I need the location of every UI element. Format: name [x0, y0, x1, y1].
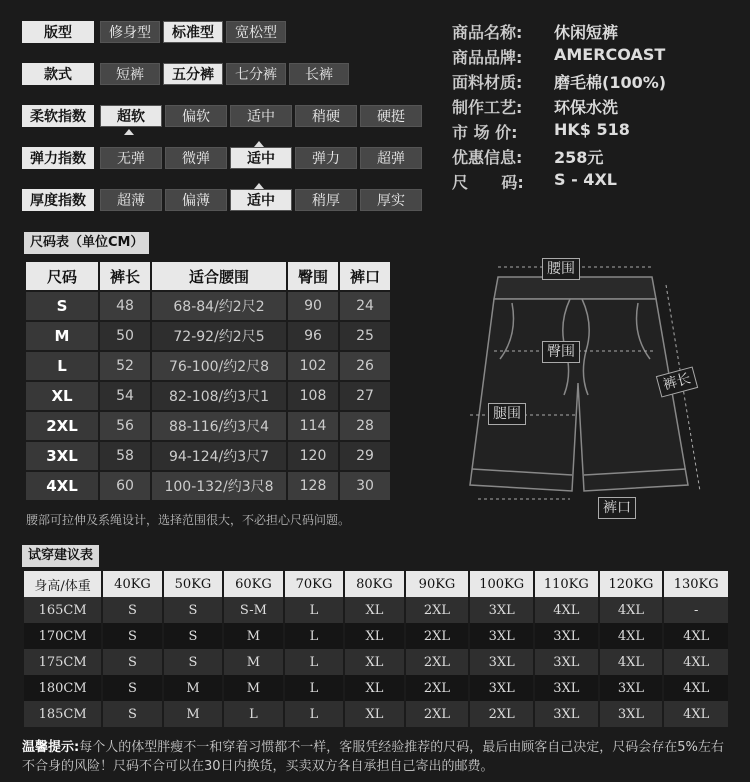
table-cell: 128	[287, 471, 339, 501]
selection-marker-icon	[254, 141, 264, 147]
attr-option: 适中	[230, 105, 292, 127]
attr-row-style	[22, 63, 349, 85]
info-value: HK$ 518	[554, 120, 630, 139]
table-cell: 4XL	[599, 649, 664, 675]
table-cell: 3XL	[599, 675, 664, 701]
table-cell: 4XL	[599, 623, 664, 649]
column-header: 裤长	[99, 261, 151, 291]
column-header: 90KG	[405, 571, 470, 597]
attr-option: 偏软	[165, 105, 227, 127]
table-row	[25, 321, 391, 351]
size-note: 腰部可拉伸及系绳设计，选择范围很大，不必担心尺码问题。	[26, 513, 351, 527]
info-market-price	[452, 120, 630, 143]
table-cell: M	[163, 701, 223, 727]
attr-option: 超薄	[100, 189, 162, 211]
height-cell: 165CM	[23, 597, 102, 623]
attr-label: 款式	[22, 63, 94, 85]
attr-option: 硬挺	[360, 105, 422, 127]
table-cell: XL	[344, 675, 404, 701]
info-label: 商品品牌:	[452, 48, 523, 67]
attr-option: 弹力	[295, 147, 357, 169]
attr-row-elasticity	[22, 147, 422, 169]
table-cell: 4XL	[599, 597, 664, 623]
column-header: 裤口	[339, 261, 391, 291]
table-cell: 3XL	[599, 701, 664, 727]
size-cell: 2XL	[25, 411, 99, 441]
height-cell: 175CM	[23, 649, 102, 675]
table-cell: S-M	[223, 597, 283, 623]
attr-option: 长裤	[289, 63, 349, 85]
info-label: 制作工艺:	[452, 98, 523, 117]
table-row	[25, 351, 391, 381]
table-cell: 100-132/约3尺8	[151, 471, 287, 501]
attr-option-selected: 标准型	[163, 21, 223, 43]
column-header: 适合腰围	[151, 261, 287, 291]
table-cell: L	[284, 597, 344, 623]
tip-label: 温馨提示:	[22, 740, 80, 755]
info-label: 尺 码:	[452, 173, 524, 192]
table-cell: L	[223, 701, 283, 727]
column-header: 100KG	[469, 571, 534, 597]
attr-row-fit	[22, 21, 286, 43]
diagram-label-hem: 裤口	[598, 497, 636, 519]
size-table-header	[25, 261, 391, 291]
size-cell: L	[25, 351, 99, 381]
diagram-label-hip: 臀围	[542, 341, 580, 363]
attr-row-softness	[22, 105, 422, 127]
table-cell: 50	[99, 321, 151, 351]
table-cell: L	[284, 649, 344, 675]
size-cell: S	[25, 291, 99, 321]
table-cell: 58	[99, 441, 151, 471]
table-cell: S	[102, 623, 162, 649]
attr-option: 偏薄	[165, 189, 227, 211]
shorts-diagram	[430, 255, 730, 520]
table-cell: 54	[99, 381, 151, 411]
table-cell: 28	[339, 411, 391, 441]
table-cell: 4XL	[534, 597, 599, 623]
column-header: 80KG	[344, 571, 404, 597]
table-cell: 26	[339, 351, 391, 381]
warm-tip	[22, 738, 732, 776]
table-row	[23, 701, 728, 727]
column-header: 尺码	[25, 261, 99, 291]
table-cell: M	[223, 675, 283, 701]
table-cell: 3XL	[469, 623, 534, 649]
info-value: 258元	[554, 148, 604, 167]
info-material	[452, 70, 666, 93]
table-cell: 48	[99, 291, 151, 321]
attr-label: 厚度指数	[22, 189, 94, 211]
diagram-label-thigh: 腿围	[488, 403, 526, 425]
attr-option: 微弹	[165, 147, 227, 169]
table-cell: S	[163, 649, 223, 675]
attr-option: 稍厚	[295, 189, 357, 211]
fit-table	[22, 571, 728, 727]
column-header: 身高/体重	[23, 571, 102, 597]
table-cell: M	[223, 623, 283, 649]
table-cell: 3XL	[469, 675, 534, 701]
table-cell: 3XL	[534, 675, 599, 701]
attr-option-selected: 适中	[230, 147, 292, 169]
table-cell: 3XL	[534, 649, 599, 675]
table-cell: XL	[344, 597, 404, 623]
table-cell: 4XL	[663, 623, 728, 649]
table-cell: M	[223, 649, 283, 675]
info-value: 环保水洗	[554, 98, 619, 117]
table-row	[25, 471, 391, 501]
table-cell: S	[102, 597, 162, 623]
table-row	[23, 649, 728, 675]
table-cell: S	[102, 701, 162, 727]
attr-option: 厚实	[360, 189, 422, 211]
table-cell: 52	[99, 351, 151, 381]
table-cell: 76-100/约2尺8	[151, 351, 287, 381]
table-cell: 2XL	[405, 623, 470, 649]
height-cell: 180CM	[23, 675, 102, 701]
info-label: 面料材质:	[452, 73, 523, 92]
attr-option: 短裤	[100, 63, 160, 85]
table-cell: 3XL	[469, 597, 534, 623]
info-label: 商品名称:	[452, 23, 523, 42]
table-cell: 4XL	[663, 649, 728, 675]
attr-option: 稍硬	[295, 105, 357, 127]
attr-label: 柔软指数	[22, 105, 94, 127]
diagram-label-length: 裤长	[656, 366, 698, 397]
table-cell: 60	[99, 471, 151, 501]
table-cell: S	[102, 675, 162, 701]
tip-text: 每个人的体型胖瘦不一和穿着习惯都不一样，客服凭经验推荐的尺码，最后由顾客自己决定，尺码会存在5%左右不合身的风险！尺码不合可以在30日内换货，买卖双方各自承担自己寄出的邮费。	[22, 740, 724, 774]
size-table-title: 尺码表（单位CM）	[24, 232, 149, 254]
table-cell: 2XL	[405, 597, 470, 623]
table-cell: 30	[339, 471, 391, 501]
table-cell: L	[284, 675, 344, 701]
table-cell: 68-84/约2尺2	[151, 291, 287, 321]
column-header: 40KG	[102, 571, 162, 597]
table-cell: 96	[287, 321, 339, 351]
column-header: 110KG	[534, 571, 599, 597]
info-label: 市 场 价:	[452, 123, 518, 142]
table-cell: M	[163, 675, 223, 701]
table-cell: XL	[344, 623, 404, 649]
table-cell: -	[663, 597, 728, 623]
info-value: 休闲短裤	[554, 23, 619, 42]
info-size-range	[452, 170, 617, 193]
table-cell: 25	[339, 321, 391, 351]
table-row	[25, 381, 391, 411]
info-process	[452, 95, 618, 118]
info-brand	[452, 45, 665, 68]
table-row	[23, 675, 728, 701]
table-cell: 72-92/约2尺5	[151, 321, 287, 351]
attr-label: 弹力指数	[22, 147, 94, 169]
fit-table-header	[23, 571, 728, 597]
attr-option: 宽松型	[226, 21, 286, 43]
table-cell: 3XL	[534, 701, 599, 727]
attr-label: 版型	[22, 21, 94, 43]
attr-option: 超弹	[360, 147, 422, 169]
attr-option: 修身型	[100, 21, 160, 43]
selection-marker-icon	[254, 183, 264, 189]
fit-table-title: 试穿建议表	[22, 545, 99, 567]
table-cell: 3XL	[534, 623, 599, 649]
table-cell: L	[284, 623, 344, 649]
table-cell: XL	[344, 701, 404, 727]
info-discount	[452, 145, 603, 168]
column-header: 70KG	[284, 571, 344, 597]
attr-option: 无弹	[100, 147, 162, 169]
table-cell: L	[284, 701, 344, 727]
table-cell: 114	[287, 411, 339, 441]
table-cell: S	[163, 597, 223, 623]
table-cell: 88-116/约3尺4	[151, 411, 287, 441]
info-value: S - 4XL	[554, 170, 617, 189]
info-name	[452, 20, 618, 43]
table-cell: 120	[287, 441, 339, 471]
info-label: 优惠信息:	[452, 148, 523, 167]
table-cell: 2XL	[405, 649, 470, 675]
table-cell: 82-108/约3尺1	[151, 381, 287, 411]
table-cell: 27	[339, 381, 391, 411]
size-cell: 4XL	[25, 471, 99, 501]
table-cell: S	[102, 649, 162, 675]
table-cell: 2XL	[405, 675, 470, 701]
info-value: AMERCOAST	[554, 45, 666, 64]
table-cell: XL	[344, 649, 404, 675]
column-header: 50KG	[163, 571, 223, 597]
table-cell: S	[163, 623, 223, 649]
column-header: 120KG	[599, 571, 664, 597]
size-cell: XL	[25, 381, 99, 411]
table-row	[25, 411, 391, 441]
column-header: 130KG	[663, 571, 728, 597]
table-cell: 102	[287, 351, 339, 381]
table-row	[25, 441, 391, 471]
size-cell: M	[25, 321, 99, 351]
attr-option-selected: 五分裤	[163, 63, 223, 85]
size-table	[24, 260, 392, 502]
info-value: 磨毛棉(100%)	[554, 73, 667, 92]
attr-option: 七分裤	[226, 63, 286, 85]
table-cell: 90	[287, 291, 339, 321]
selection-marker-icon	[124, 129, 134, 135]
table-cell: 4XL	[663, 675, 728, 701]
table-cell: 94-124/约3尺7	[151, 441, 287, 471]
column-header: 臀围	[287, 261, 339, 291]
attr-row-thickness	[22, 189, 422, 211]
height-cell: 185CM	[23, 701, 102, 727]
table-row	[23, 623, 728, 649]
table-cell: 24	[339, 291, 391, 321]
table-cell: 3XL	[469, 649, 534, 675]
size-cell: 3XL	[25, 441, 99, 471]
table-row	[25, 291, 391, 321]
height-cell: 170CM	[23, 623, 102, 649]
table-cell: 4XL	[663, 701, 728, 727]
table-cell: 2XL	[469, 701, 534, 727]
column-header: 60KG	[223, 571, 283, 597]
attr-option-selected: 超软	[100, 105, 162, 127]
table-row	[23, 597, 728, 623]
diagram-label-waist: 腰围	[542, 258, 580, 280]
table-cell: 29	[339, 441, 391, 471]
table-cell: 108	[287, 381, 339, 411]
table-cell: 2XL	[405, 701, 470, 727]
attr-option-selected: 适中	[230, 189, 292, 211]
table-cell: 56	[99, 411, 151, 441]
